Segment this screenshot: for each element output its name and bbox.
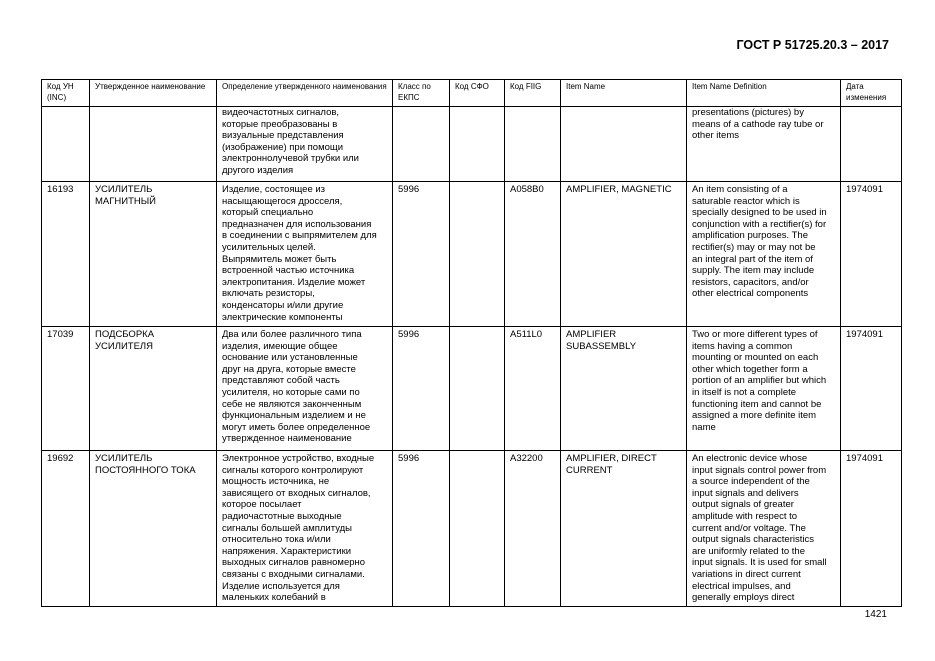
column-header-date: Дата изменения: [841, 80, 902, 107]
cell-name: ПОДСБОРКА УСИЛИТЕЛЯ: [90, 327, 217, 451]
column-header-inc: Код УН (INC): [42, 80, 90, 107]
column-header-item-definition: Item Name Definition: [687, 80, 841, 107]
nomenclature-table: [41, 79, 902, 607]
cell-item-definition: An item consisting of a saturable reactor which is specially designed to be used in conjunction with a rectifier(s) for amplification purposes. The rectifier(s) may or may not be an integral part of the item of supply. The item may include resistors, capacitors, and/or other electrical components: [687, 182, 841, 327]
table-header-row: [42, 80, 902, 107]
column-header-class: Класс по ЕКПС: [393, 80, 450, 107]
cell-item-name: AMPLIFIER, DIRECT CURRENT: [561, 451, 687, 607]
cell-name: УСИЛИТЕЛЬ ПОСТОЯННОГО ТОКА: [90, 451, 217, 607]
table-row: [42, 107, 902, 182]
cell-definition: Электронное устройство, входные сигналы которого контролируют мощность источника, не зависящего от входных сигналов, которое посылает радиочастотные выходные сигналы большей амплитуды относительно тока и/или напряжения. Характеристики выходных сигналов равномерно связаны с входными сигналами. Изделие используется для маленьких колебаний в: [217, 451, 393, 607]
cell-date: 1974091: [841, 327, 902, 451]
page-number: 1421: [864, 609, 887, 620]
cell-class: 5996: [393, 451, 450, 607]
cell-item-name: [561, 107, 687, 182]
column-header-definition: Определение утвержденного наименования: [217, 80, 393, 107]
column-header-sfo: Код СФО: [450, 80, 505, 107]
document-id: ГОСТ Р 51725.20.3 – 2017: [736, 38, 889, 52]
cell-date: 1974091: [841, 451, 902, 607]
cell-date: [841, 107, 902, 182]
cell-item-definition: Two or more different types of items having a common mounting or mounted on each other which together form a portion of an amplifier but which in itself is not a complete functioning item and cannot be assigned a more definite item name: [687, 327, 841, 451]
table-row: [42, 182, 902, 327]
column-header-name: Утвержденное наименование: [90, 80, 217, 107]
cell-name: УСИЛИТЕЛЬ МАГНИТНЫЙ: [90, 182, 217, 327]
cell-definition: Изделие, состоящее из насыщающегося дросселя, который специально предназначен для использования в соединении с выпрямителем для усилительных целей. Выпрямитель может быть встроенной частью источника электропитания. Изделие может включать резисторы, конденсаторы и/или другие электрические компоненты: [217, 182, 393, 327]
cell-item-definition: An electronic device whose input signals control power from a source independent of the input signals and delivers output signals of greater amplitude with respect to current and/or voltage. The output signals characteristics are uniformly related to the input signals. It is used for small variations in direct current electrical impulses, and generally employs direct: [687, 451, 841, 607]
table-row: [42, 451, 902, 607]
cell-name: [90, 107, 217, 182]
cell-class: 5996: [393, 327, 450, 451]
cell-fiig: A32200: [505, 451, 561, 607]
cell-inc: 17039: [42, 327, 90, 451]
cell-sfo: [450, 451, 505, 607]
cell-sfo: [450, 182, 505, 327]
cell-class: 5996: [393, 182, 450, 327]
cell-item-name: AMPLIFIER, MAGNETIC: [561, 182, 687, 327]
cell-definition: видеочастотных сигналов, которые преобразованы в визуальные представления (изображение) при помощи электроннолучевой трубки или другого изделия: [217, 107, 393, 182]
column-header-item-name: Item Name: [561, 80, 687, 107]
cell-sfo: [450, 107, 505, 182]
cell-inc: 16193: [42, 182, 90, 327]
cell-sfo: [450, 327, 505, 451]
cell-definition: Два или более различного типа изделия, имеющие общее основание или установленные друг на друга, которые вместе представляют собой часть усилителя, но которые сами по себе не являются законченным функциональным изделием и не могут иметь более определенное утвержденное наименование: [217, 327, 393, 451]
cell-fiig: A058B0: [505, 182, 561, 327]
table-row: [42, 327, 902, 451]
cell-fiig: [505, 107, 561, 182]
cell-date: 1974091: [841, 182, 902, 327]
cell-class: [393, 107, 450, 182]
cell-item-definition: presentations (pictures) by means of a cathode ray tube or other items: [687, 107, 841, 182]
cell-inc: 19692: [42, 451, 90, 607]
cell-fiig: A511L0: [505, 327, 561, 451]
column-header-fiig: Код FIIG: [505, 80, 561, 107]
cell-inc: [42, 107, 90, 182]
cell-item-name: AMPLIFIER SUBASSEMBLY: [561, 327, 687, 451]
